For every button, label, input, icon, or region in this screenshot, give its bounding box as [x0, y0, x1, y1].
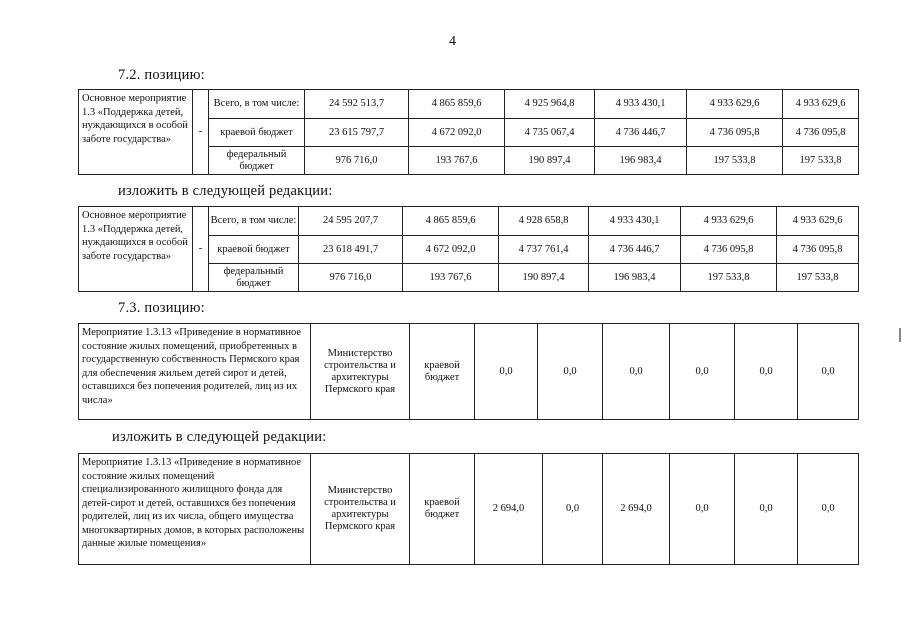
- value-cell: 4 735 067,4: [505, 119, 595, 147]
- row-name: Всего, в том числе:: [209, 90, 305, 119]
- table-7-2-old: [78, 89, 859, 175]
- value-cell: 196 983,4: [595, 147, 687, 175]
- value-cell: 0,0: [538, 324, 603, 420]
- scan-edge-mark: [899, 328, 901, 342]
- value-cell: 197 533,8: [687, 147, 783, 175]
- value-cell: 23 618 491,7: [299, 236, 403, 264]
- row-name: федеральный бюджет: [209, 147, 305, 175]
- value-cell: 197 533,8: [777, 264, 859, 292]
- value-cell: 4 737 761,4: [499, 236, 589, 264]
- executor-cell: Министерство строительства и архитектуры Пермского края: [311, 454, 410, 565]
- page-number: 4: [449, 34, 456, 49]
- dash-cell: -: [193, 90, 209, 175]
- value-cell: 0,0: [603, 324, 670, 420]
- row-name: краевой бюджет: [209, 236, 299, 264]
- section-heading-7-2: 7.2. позицию:: [118, 67, 205, 83]
- value-cell: 197 533,8: [681, 264, 777, 292]
- value-cell: 190 897,4: [505, 147, 595, 175]
- value-cell: 0,0: [798, 324, 859, 420]
- value-cell: 4 736 095,8: [777, 236, 859, 264]
- measure-label: Мероприятие 1.3.13 «Приведение в нормативное состояние жилых помещений, приобретенных в государственную собственность Пермского края для обеспечения жильем детей сирот и детей, оставшихся без попечения родителей, лиц из их числа»: [79, 324, 311, 420]
- value-cell: 0,0: [475, 324, 538, 420]
- value-cell: 4 925 964,8: [505, 90, 595, 119]
- section-heading-7-2-new: изложить в следующей редакции:: [118, 183, 333, 199]
- value-cell: 4 736 095,8: [687, 119, 783, 147]
- value-cell: 4 933 629,6: [777, 207, 859, 236]
- section-heading-7-3-new: изложить в следующей редакции:: [112, 429, 327, 445]
- measure-label: Основное мероприятие 1.3 «Поддержка детей, нуждающихся в особой заботе государства»: [79, 90, 193, 175]
- value-cell: 0,0: [670, 324, 735, 420]
- dash-cell: -: [193, 207, 209, 292]
- value-cell: 197 533,8: [783, 147, 859, 175]
- table-row: [79, 207, 859, 236]
- value-cell: 4 736 095,8: [783, 119, 859, 147]
- source-cell: краевой бюджет: [410, 454, 475, 565]
- table-7-2-new: [78, 206, 859, 292]
- value-cell: 0,0: [798, 454, 859, 565]
- value-cell: 4 736 095,8: [681, 236, 777, 264]
- row-name: краевой бюджет: [209, 119, 305, 147]
- value-cell: 4 933 629,6: [681, 207, 777, 236]
- value-cell: 196 983,4: [589, 264, 681, 292]
- value-cell: 4 933 629,6: [687, 90, 783, 119]
- row-name: Всего, в том числе:: [209, 207, 299, 236]
- value-cell: 976 716,0: [299, 264, 403, 292]
- table-row: [79, 324, 859, 420]
- value-cell: 4 736 446,7: [589, 236, 681, 264]
- value-cell: 2 694,0: [475, 454, 543, 565]
- value-cell: 193 767,6: [409, 147, 505, 175]
- value-cell: 0,0: [735, 324, 798, 420]
- value-cell: 4 933 629,6: [783, 90, 859, 119]
- value-cell: 4 672 092,0: [403, 236, 499, 264]
- table-row: [79, 90, 859, 119]
- measure-label: Мероприятие 1.3.13 «Приведение в нормативное состояние жилых помещений специализированного жилищного фонда для детей-сирот и детей, оставшихся без попечения родителей, лиц из их числа, общего имущества многоквартирных домов, в которых расположены данные жилые помещения»: [79, 454, 311, 565]
- value-cell: 2 694,0: [603, 454, 670, 565]
- value-cell: 190 897,4: [499, 264, 589, 292]
- value-cell: 4 933 430,1: [589, 207, 681, 236]
- value-cell: 0,0: [735, 454, 798, 565]
- section-heading-7-3: 7.3. позицию:: [118, 300, 205, 316]
- value-cell: 0,0: [543, 454, 603, 565]
- value-cell: 23 615 797,7: [305, 119, 409, 147]
- table-7-3-old: [78, 323, 859, 420]
- measure-label: Основное мероприятие 1.3 «Поддержка детей, нуждающихся в особой заботе государства»: [79, 207, 193, 292]
- value-cell: 4 736 446,7: [595, 119, 687, 147]
- value-cell: 976 716,0: [305, 147, 409, 175]
- value-cell: 4 865 859,6: [409, 90, 505, 119]
- value-cell: 4 865 859,6: [403, 207, 499, 236]
- table-row: [79, 454, 859, 565]
- executor-cell: Министерство строительства и архитектуры Пермского края: [311, 324, 410, 420]
- value-cell: 24 592 513,7: [305, 90, 409, 119]
- value-cell: 4 928 658,8: [499, 207, 589, 236]
- value-cell: 24 595 207,7: [299, 207, 403, 236]
- value-cell: 193 767,6: [403, 264, 499, 292]
- value-cell: 4 672 092,0: [409, 119, 505, 147]
- row-name: федеральный бюджет: [209, 264, 299, 292]
- table-7-3-new: [78, 453, 859, 565]
- value-cell: 0,0: [670, 454, 735, 565]
- value-cell: 4 933 430,1: [595, 90, 687, 119]
- source-cell: краевой бюджет: [410, 324, 475, 420]
